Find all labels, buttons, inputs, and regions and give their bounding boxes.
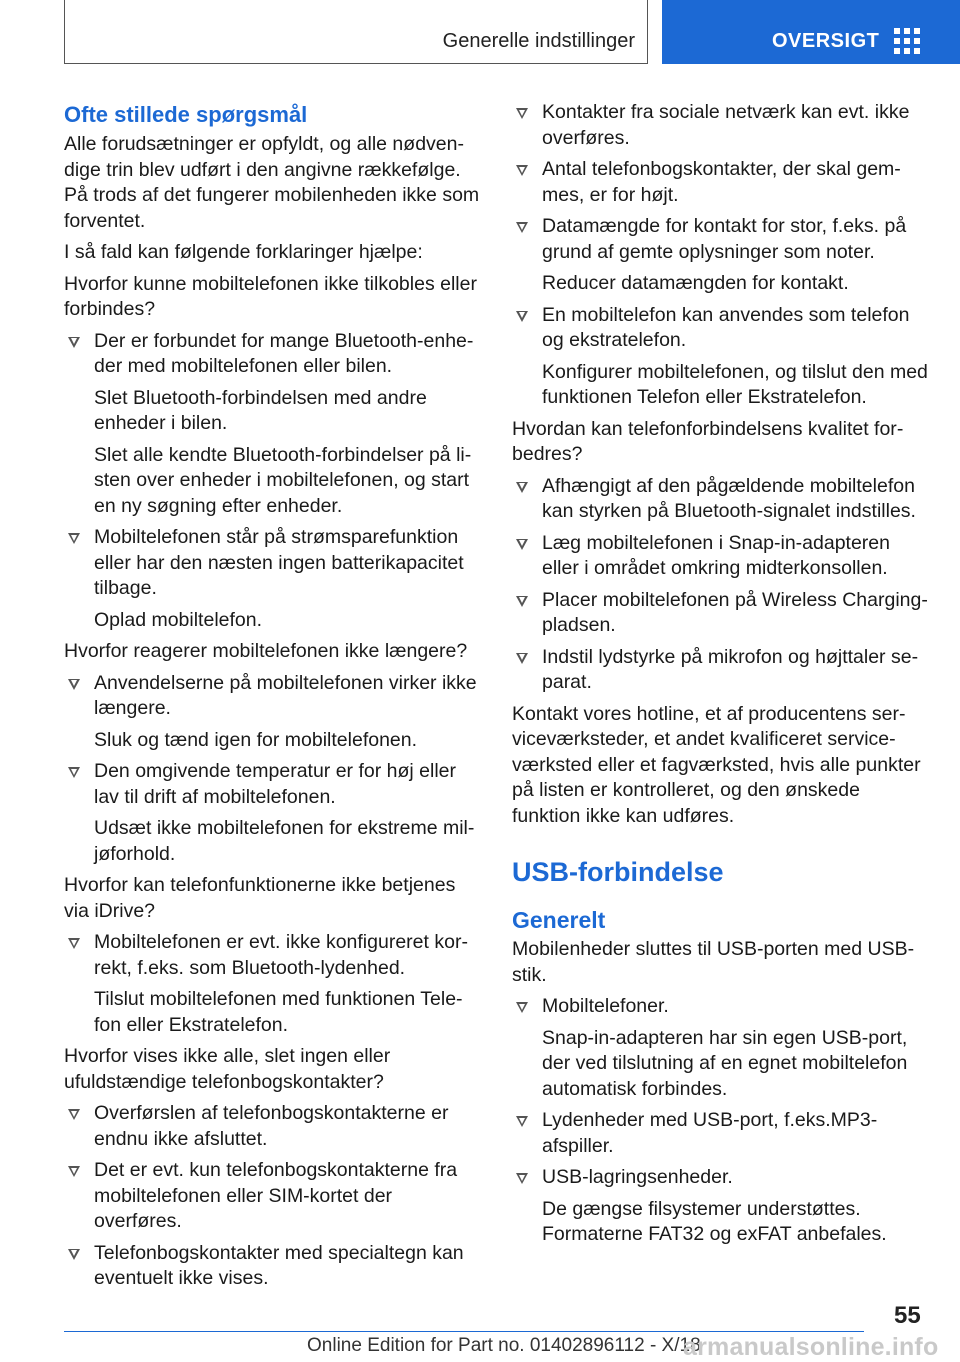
- list-item-text: Anvendelserne på mobiltelefonen virker ikke længere.: [94, 671, 477, 719]
- list-item: [64, 525, 480, 633]
- list-item: [512, 588, 928, 639]
- list-item: [64, 930, 480, 1038]
- list-item: [512, 100, 928, 151]
- intro-paragraph-2: I så fald kan følgende forklaringer hjælpe:: [64, 241, 423, 263]
- list-item-text: Datamængde for kontakt for stor, f.eks. på grund af gemte oplysninger som noter.: [542, 215, 907, 263]
- list-item: [64, 1158, 480, 1235]
- intro-paragraph: Alle forudsætninger er opfyldt, og alle nødvendige trin blev udført i den angivne rækkefølge. På trods af det fungerer mobilenheden ikke som forventet.: [64, 133, 480, 232]
- usb-intro: Mobilenheder sluttes til USB-porten med USB-stik.: [512, 938, 915, 986]
- list-item-text: Mobiltelefoner.: [542, 995, 669, 1017]
- list-item-remedy: Oplad mobiltelefon.: [94, 608, 263, 631]
- left-column: [64, 100, 480, 1298]
- q4-list-continued: [512, 100, 928, 411]
- list-item-text: Det er evt. kun telefonbogskontakterne fra mobiltelefonen eller SIM-kortet der overføres.: [94, 1159, 458, 1232]
- q1-list: [64, 329, 480, 634]
- q2-list: [64, 671, 480, 868]
- overview-button[interactable]: [662, 0, 960, 64]
- list-item: [64, 671, 480, 754]
- list-item-text: Mobiltelefonen står på strømsparefunktion eller har den næsten ingen batterikapacitet tilbage.: [94, 526, 464, 599]
- list-item-text: Mobiltelefonen er evt. ikke konfigureret korrekt, f.eks. som Bluetooth-lydenhed.: [94, 931, 468, 979]
- general-heading: Generelt: [512, 907, 606, 933]
- question-1: Hvorfor kunne mobiltelefonen ikke tilkobles eller forbindes?: [64, 272, 477, 320]
- list-item-remedy: Tilslut mobiltelefonen med funktionen Telefon eller Ekstratelefon.: [94, 988, 463, 1036]
- triangle-bullet-icon: [516, 108, 528, 119]
- triangle-bullet-icon: [68, 337, 80, 348]
- triangle-bullet-icon: [516, 311, 528, 322]
- list-item: [512, 303, 928, 411]
- list-item-text: Læg mobiltelefonen i Snap-in-adapteren eller i området omkring midterkonsollen.: [542, 531, 890, 579]
- contact-paragraph: Kontakt vores hotline, et af producentens serviceværksteder, et andet kvalificeret serviceværksted eller et fagværksted, hvis alle punkter på listen er kontrolleret, og den ønskede funktion ikke kan udføres.: [512, 702, 921, 827]
- triangle-bullet-icon: [516, 1116, 528, 1127]
- section-tab: [64, 0, 648, 64]
- list-item: [64, 1101, 480, 1152]
- list-item: [512, 1165, 928, 1248]
- list-item-text: En mobiltelefon kan anvendes som telefon og ekstratelefon.: [542, 303, 910, 351]
- overview-label: OVERSIGT: [772, 30, 880, 52]
- triangle-bullet-icon: [516, 165, 528, 176]
- question-4: Hvorfor vises ikke alle, slet ingen eller ufuldstændige telefonbogskontakter?: [64, 1045, 391, 1093]
- q3-list: [64, 930, 480, 1038]
- list-item-text: Kontakter fra sociale netværk kan evt. ikke overføres.: [542, 101, 910, 149]
- list-item-text: Den omgivende temperatur er for høj eller lav til drift af mobiltelefonen.: [94, 760, 456, 808]
- list-item: [512, 474, 928, 525]
- q4-list: [64, 1101, 480, 1292]
- triangle-bullet-icon: [68, 1166, 80, 1177]
- footer-divider: [64, 1331, 864, 1332]
- list-item-text: Afhængigt af den pågældende mobiltelefon kan styrken på Bluetooth-signalet indstilles.: [542, 474, 916, 522]
- watermark: armanualsonline.info: [683, 1333, 939, 1361]
- list-item-text: Der er forbundet for mange Bluetooth-enheder med mobiltelefonen eller bilen.: [94, 329, 474, 377]
- list-item: [512, 157, 928, 208]
- triangle-bullet-icon: [516, 653, 528, 664]
- list-item: [64, 759, 480, 867]
- usb-list: [512, 994, 928, 1248]
- page-number: 55: [894, 1302, 921, 1329]
- triangle-bullet-icon: [68, 679, 80, 690]
- section-title: Generelle indstillinger: [442, 30, 635, 52]
- triangle-bullet-icon: [516, 1002, 528, 1013]
- triangle-bullet-icon: [68, 767, 80, 778]
- usb-heading: USB-forbindelse: [512, 857, 724, 887]
- list-item-text: Lydenheder med USB-port, f.eks.MP3-afspiller.: [542, 1109, 878, 1157]
- triangle-bullet-icon: [68, 938, 80, 949]
- list-item: [512, 1108, 928, 1159]
- list-item-text: Indstil lydstyrke på mikrofon og højttaler separat.: [542, 645, 919, 693]
- edition-text: Online Edition for Part no. 01402896112 - X/18: [307, 1335, 701, 1356]
- list-item: [64, 1241, 480, 1292]
- triangle-bullet-icon: [68, 533, 80, 544]
- grid-icon: [894, 28, 920, 54]
- list-item-remedy: Slet Bluetooth-forbindelsen med andre enheder i bilen.: [94, 386, 427, 434]
- faq-heading: Ofte stillede spørgsmål: [64, 102, 308, 127]
- page-header: [0, 0, 960, 66]
- list-item-remedy: Snap-in-adapteren har sin egen USB-port, der ved tilslutning af en egnet mobiltelefon automatisk forbindes.: [542, 1026, 908, 1100]
- triangle-bullet-icon: [516, 1173, 528, 1184]
- list-item-text: USB-lagringsenheder.: [542, 1166, 733, 1188]
- q5-list: [512, 474, 928, 696]
- triangle-bullet-icon: [68, 1109, 80, 1120]
- list-item: [512, 531, 928, 582]
- right-column: [512, 100, 928, 1254]
- list-item-remedy: Udsæt ikke mobiltelefonen for ekstreme miljøforhold.: [94, 817, 475, 865]
- triangle-bullet-icon: [516, 596, 528, 607]
- list-item: [512, 994, 928, 1102]
- triangle-bullet-icon: [516, 222, 528, 233]
- list-item-text: Placer mobiltelefonen på Wireless Charging-pladsen.: [542, 588, 928, 636]
- list-item-text: Antal telefonbogskontakter, der skal gemmes, er for højt.: [542, 158, 901, 206]
- triangle-bullet-icon: [68, 1249, 80, 1260]
- list-item-remedy: De gængse filsystemer understøttes. Formaterne FAT32 og exFAT anbefales.: [542, 1197, 887, 1245]
- triangle-bullet-icon: [516, 482, 528, 493]
- list-item: [512, 645, 928, 696]
- list-item: [64, 329, 480, 520]
- list-item-text: Telefonbogskontakter med specialtegn kan eventuelt ikke vises.: [94, 1241, 464, 1289]
- list-item-remedy: Sluk og tænd igen for mobiltelefonen.: [94, 728, 418, 751]
- list-item-text: Overførslen af telefonbogskontakterne er endnu ikke afsluttet.: [94, 1102, 449, 1150]
- list-item-remedy: Konfigurer mobiltelefonen, og tilslut den med funktionen Telefon eller Ekstratelefon.: [542, 360, 928, 408]
- question-3: Hvorfor kan telefonfunktionerne ikke betjenes via iDrive?: [64, 874, 456, 922]
- list-item-remedy: Slet alle kendte Bluetooth-forbindelser på listen over enheder i mobiltelefonen, og start en ny søgning efter enheder.: [94, 443, 472, 517]
- question-5: Hvordan kan telefonforbindelsens kvalitet forbedres?: [512, 417, 904, 465]
- question-2: Hvorfor reagerer mobiltelefonen ikke længere?: [64, 640, 468, 662]
- list-item-remedy: Reducer datamængden for kontakt.: [542, 272, 849, 294]
- list-item: [512, 214, 928, 297]
- triangle-bullet-icon: [516, 539, 528, 550]
